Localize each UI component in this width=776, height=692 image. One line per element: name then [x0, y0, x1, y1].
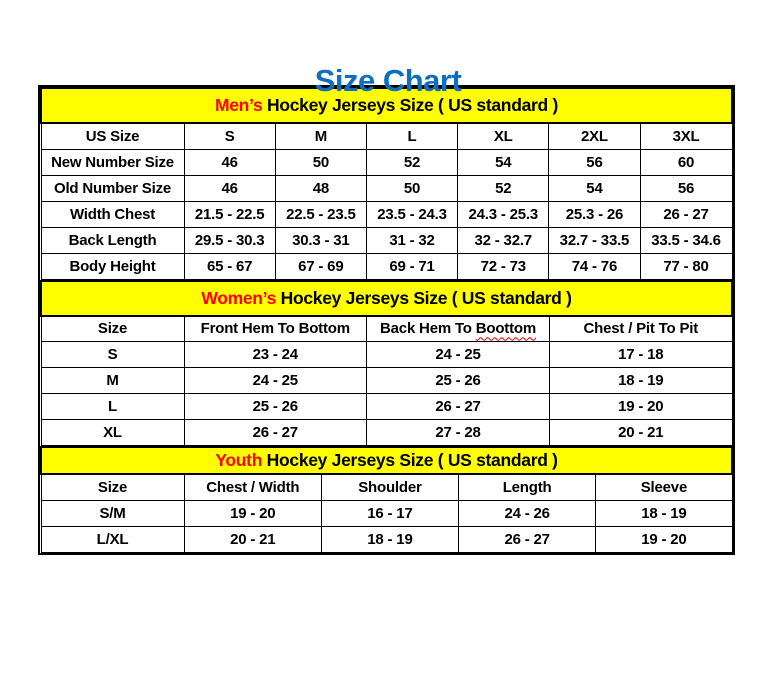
size-value: 18 - 19 — [322, 526, 459, 552]
table-row — [41, 342, 732, 368]
size-value: 74 - 76 — [549, 253, 640, 279]
size-value: 18 - 19 — [550, 368, 732, 394]
row-label: L — [41, 394, 184, 420]
size-value: 32 - 32.7 — [458, 227, 549, 253]
row-label: M — [41, 368, 184, 394]
size-value: 29.5 - 30.3 — [184, 227, 275, 253]
size-value: 56 — [549, 149, 640, 175]
column-header: US Size — [41, 123, 184, 149]
size-value: 25.3 - 26 — [549, 201, 640, 227]
youth-section-title: Youth Hockey Jerseys Size ( US standard ) — [41, 447, 732, 474]
row-label: L/XL — [41, 526, 184, 552]
column-header: L — [366, 123, 457, 149]
womens-title-accent: Women’s — [201, 287, 277, 308]
row-label: XL — [41, 420, 184, 446]
table-row — [41, 227, 732, 253]
size-value: 23.5 - 24.3 — [366, 201, 457, 227]
size-value: 27 - 28 — [366, 420, 549, 446]
size-value: 25 - 26 — [366, 368, 549, 394]
size-value: 33.5 - 34.6 — [640, 227, 732, 253]
size-value: 52 — [366, 149, 457, 175]
column-header: Size — [41, 474, 184, 500]
mens-section-title: Men’s Hockey Jerseys Size ( US standard ) — [41, 88, 732, 123]
womens-size-table — [40, 280, 733, 447]
row-label: S — [41, 342, 184, 368]
size-value: 26 - 27 — [458, 526, 596, 552]
table-row — [41, 500, 732, 526]
table-row — [41, 175, 732, 201]
size-value: 19 - 20 — [596, 526, 732, 552]
size-value: 24.3 - 25.3 — [458, 201, 549, 227]
size-value: 54 — [458, 149, 549, 175]
row-label: Body Height — [41, 253, 184, 279]
womens-section-title: Women’s Hockey Jerseys Size ( US standard ) — [41, 281, 732, 316]
size-value: 16 - 17 — [322, 500, 459, 526]
womens-column-header-row — [41, 316, 732, 342]
size-value: 60 — [640, 149, 732, 175]
mens-column-header-row — [41, 123, 732, 149]
column-header: 2XL — [549, 123, 640, 149]
column-header: M — [275, 123, 366, 149]
womens-section-header-row — [41, 281, 732, 316]
size-value: 21.5 - 22.5 — [184, 201, 275, 227]
size-value: 54 — [549, 175, 640, 201]
size-value: 50 — [366, 175, 457, 201]
size-value: 52 — [458, 175, 549, 201]
table-row — [41, 201, 732, 227]
column-header: Chest / Width — [184, 474, 322, 500]
size-value: 50 — [275, 149, 366, 175]
row-label: New Number Size — [41, 149, 184, 175]
size-value: 19 - 20 — [184, 500, 322, 526]
row-label: Back Length — [41, 227, 184, 253]
size-value: 22.5 - 23.5 — [275, 201, 366, 227]
column-header: 3XL — [640, 123, 732, 149]
size-value: 17 - 18 — [550, 342, 732, 368]
youth-size-table — [40, 446, 733, 553]
column-header: Back Hem To Boottom — [366, 316, 549, 342]
size-value: 77 - 80 — [640, 253, 732, 279]
size-value: 20 - 21 — [550, 420, 732, 446]
size-value: 46 — [184, 175, 275, 201]
column-header: XL — [458, 123, 549, 149]
size-value: 30.3 - 31 — [275, 227, 366, 253]
size-value: 23 - 24 — [184, 342, 366, 368]
mens-size-table — [40, 87, 733, 280]
table-row — [41, 253, 732, 279]
size-value: 24 - 26 — [458, 500, 596, 526]
size-value: 18 - 19 — [596, 500, 732, 526]
youth-column-header-row — [41, 474, 732, 500]
size-value: 65 - 67 — [184, 253, 275, 279]
column-header: Sleeve — [596, 474, 732, 500]
column-header: Front Hem To Bottom — [184, 316, 366, 342]
row-label: S/M — [41, 500, 184, 526]
column-header: Length — [458, 474, 596, 500]
size-value: 67 - 69 — [275, 253, 366, 279]
size-value: 72 - 73 — [458, 253, 549, 279]
size-value: 25 - 26 — [184, 394, 366, 420]
size-value: 24 - 25 — [184, 368, 366, 394]
size-value: 19 - 20 — [550, 394, 732, 420]
misspelled-word: Boottom — [475, 320, 536, 338]
size-value: 20 - 21 — [184, 526, 322, 552]
size-value: 56 — [640, 175, 732, 201]
mens-title-accent: Men’s — [214, 95, 263, 115]
column-header: S — [184, 123, 275, 149]
column-header: Chest / Pit To Pit — [550, 316, 732, 342]
column-header: Size — [41, 316, 184, 342]
size-value: 26 - 27 — [640, 201, 732, 227]
column-header: Shoulder — [322, 474, 459, 500]
size-value: 48 — [275, 175, 366, 201]
row-label: Width Chest — [41, 201, 184, 227]
size-value: 46 — [184, 149, 275, 175]
table-row — [41, 149, 732, 175]
table-row — [41, 526, 732, 552]
table-row — [41, 394, 732, 420]
size-value: 24 - 25 — [366, 342, 549, 368]
table-row — [41, 420, 732, 446]
size-value: 31 - 32 — [366, 227, 457, 253]
size-value: 69 - 71 — [366, 253, 457, 279]
youth-section-header-row — [41, 447, 732, 474]
page-title: Size Chart — [314, 63, 462, 98]
table-row — [41, 368, 732, 394]
youth-title-accent: Youth — [215, 450, 263, 470]
size-value: 26 - 27 — [366, 394, 549, 420]
size-value: 32.7 - 33.5 — [549, 227, 640, 253]
size-tables-container — [38, 85, 735, 555]
size-value: 26 - 27 — [184, 420, 366, 446]
row-label: Old Number Size — [41, 175, 184, 201]
